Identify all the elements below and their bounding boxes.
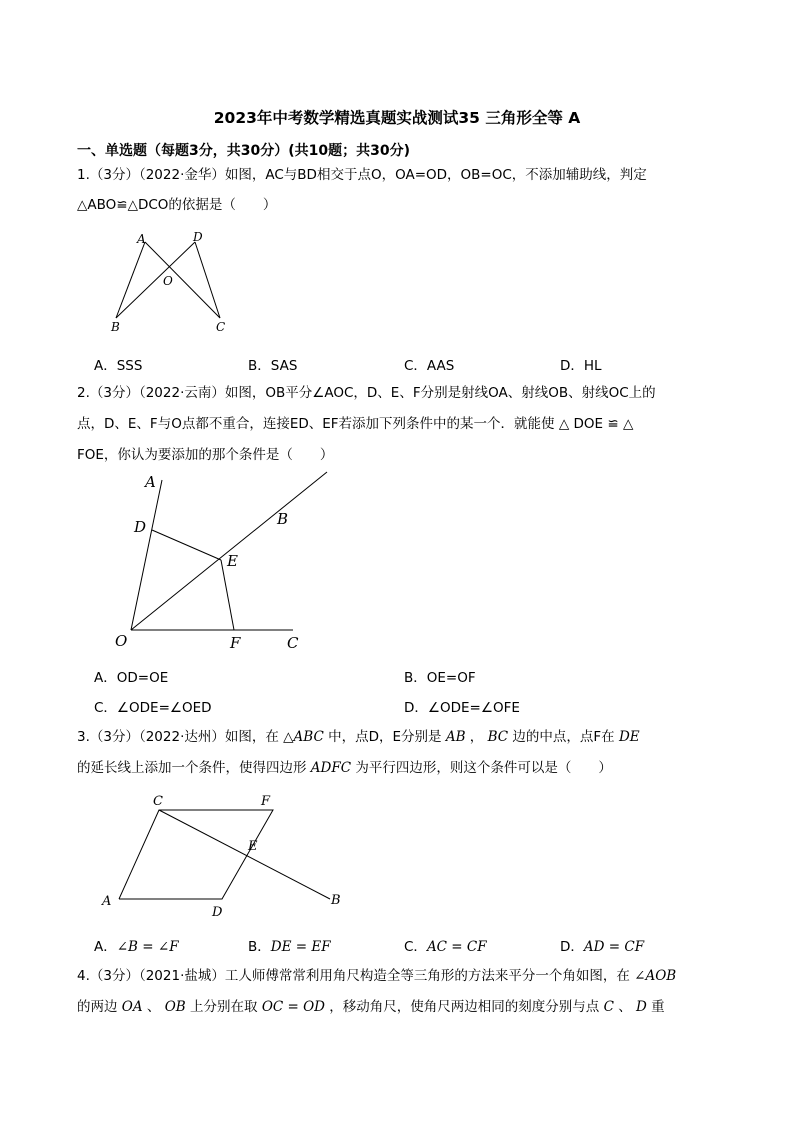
q2-figure bbox=[110, 468, 340, 656]
q3-label-c: C bbox=[153, 794, 163, 809]
q2-label-d: D bbox=[134, 518, 147, 536]
q3-math-ab: AB bbox=[445, 729, 466, 745]
q3-parallelogram-adfc bbox=[119, 810, 273, 899]
q3-label-b: B bbox=[331, 893, 341, 908]
q2-segment-de bbox=[152, 530, 221, 560]
q3-label-a: A bbox=[102, 894, 112, 909]
q1-option-b[interactable]: B．SAS bbox=[248, 358, 298, 374]
q4-text-6: 、 bbox=[613, 999, 637, 1015]
q3-text-4: 边的中点，点F在 bbox=[508, 729, 619, 745]
q3-label-d: D bbox=[212, 905, 223, 920]
q3-math-bc: BC bbox=[487, 729, 509, 745]
q3-option-b-prefix: B． bbox=[248, 939, 271, 955]
section-heading: 一、单选题（每题3分，共30分）(共10题；共30分) bbox=[77, 143, 410, 159]
q3-line1 bbox=[77, 727, 640, 747]
q2-line1: 2.（3分）（2022·云南）如图，OB平分∠AOC，D、E、F分别是射线OA、射线OB、射线OC上的 bbox=[77, 385, 656, 401]
q1-segment-dc bbox=[195, 242, 220, 318]
q4-math-aob: ∠AOB bbox=[634, 968, 677, 984]
q4-line1 bbox=[77, 966, 676, 986]
q1-option-d[interactable]: D．HL bbox=[560, 358, 602, 374]
q4-text-2: 的两边 bbox=[77, 999, 122, 1015]
q3-option-b-math: DE = EF bbox=[270, 939, 331, 955]
q4-math-oc-od: OC = OD bbox=[261, 999, 325, 1015]
q3-option-c-prefix: C． bbox=[404, 939, 427, 955]
q1-option-c[interactable]: C．AAS bbox=[404, 358, 455, 374]
q4-line2 bbox=[77, 997, 665, 1017]
q1-label-c: C bbox=[216, 320, 226, 334]
q3-math-adfc: ADFC bbox=[310, 760, 352, 776]
q1-figure bbox=[100, 228, 240, 338]
q3-segment-cb bbox=[159, 810, 330, 899]
q1-segment-ab bbox=[116, 242, 145, 318]
q2-segment-ef bbox=[221, 560, 234, 630]
q2-option-c[interactable]: C．∠ODE=∠OED bbox=[94, 700, 212, 716]
q3-option-a-math: ∠B = ∠F bbox=[116, 939, 179, 955]
q3-text-3: ， bbox=[465, 729, 488, 745]
q1-label-b: B bbox=[111, 320, 120, 334]
q3-option-a-prefix: A． bbox=[94, 939, 117, 955]
q3-text-5: 的延长线上添加一个条件，使得四边形 bbox=[77, 760, 311, 776]
q3-label-f: F bbox=[261, 794, 271, 809]
q2-option-d[interactable]: D．∠ODE=∠OFE bbox=[404, 700, 520, 716]
q2-label-b: B bbox=[277, 510, 289, 528]
q4-text-4: 上分别在取 bbox=[185, 999, 262, 1015]
q3-option-c[interactable] bbox=[404, 935, 487, 955]
q4-math-oa: OA bbox=[121, 999, 143, 1015]
q1-option-a[interactable]: A．SSS bbox=[94, 358, 143, 374]
q3-label-e: E bbox=[248, 839, 258, 854]
q3-option-d[interactable] bbox=[560, 935, 644, 955]
q2-line2: 点，D、E、F与O点都不重合，连接ED、EF若添加下列条件中的某一个．就能使 △ DOE ≌ △ bbox=[77, 416, 634, 432]
q1-label-o: O bbox=[163, 274, 173, 288]
q1-label-d: D bbox=[193, 230, 203, 244]
page-title: 2023年中考数学精选真题实战测试35 三角形全等 A bbox=[213, 109, 581, 127]
q1-line1: 1.（3分）（2022·金华）如图，AC与BD相交于点O，OA=OD，OB=OC，不添加辅助线，判定 bbox=[77, 167, 647, 183]
q2-label-a: A bbox=[145, 473, 156, 491]
q4-math-c: C bbox=[603, 999, 614, 1015]
q1-label-a: A bbox=[137, 232, 146, 246]
q3-math-de: DE bbox=[618, 729, 640, 745]
q1-line2: △ABO≌△DCO的依据是（ ） bbox=[77, 197, 277, 213]
q3-option-b[interactable] bbox=[248, 935, 331, 955]
q3-text-2: 中，点D，E分别是 bbox=[323, 729, 446, 745]
q3-option-c-math: AC = CF bbox=[426, 939, 487, 955]
q2-option-a[interactable]: A．OD=OE bbox=[94, 670, 169, 686]
q2-line3: FOE，你认为要添加的那个条件是（ ） bbox=[77, 447, 334, 463]
q4-math-d: D bbox=[636, 999, 647, 1015]
q2-label-e: E bbox=[227, 552, 238, 570]
q4-text-1: 4.（3分）（2021·盐城）工人师傅常常利用角尺构造全等三角形的方法来平分一个角如图，在 bbox=[77, 968, 635, 984]
q3-line2 bbox=[77, 758, 612, 778]
q2-label-o: O bbox=[115, 632, 128, 650]
q2-label-c: C bbox=[287, 634, 299, 652]
q3-figure bbox=[96, 788, 356, 920]
q2-ray-ob bbox=[131, 472, 327, 630]
q4-text-3: 、 bbox=[142, 999, 165, 1015]
q4-math-ob: OB bbox=[164, 999, 186, 1015]
q2-option-b[interactable]: B．OE=OF bbox=[404, 670, 476, 686]
q2-label-f: F bbox=[230, 634, 241, 652]
q3-text-1: 3.（3分）（2022·达州）如图，在 bbox=[77, 729, 284, 745]
q4-text-7: 重 bbox=[646, 999, 665, 1015]
q3-option-a[interactable] bbox=[94, 935, 179, 955]
q3-option-d-prefix: D． bbox=[560, 939, 584, 955]
q3-option-d-math: AD = CF bbox=[583, 939, 645, 955]
q2-ray-oa bbox=[131, 480, 162, 630]
q4-text-5: ，移动角尺，使角尺两边相同的刻度分别与点 bbox=[325, 999, 604, 1015]
q3-math-abc: △ABC bbox=[283, 729, 324, 745]
q3-text-6: 为平行四边形，则这个条件可以是（ ） bbox=[351, 760, 612, 776]
